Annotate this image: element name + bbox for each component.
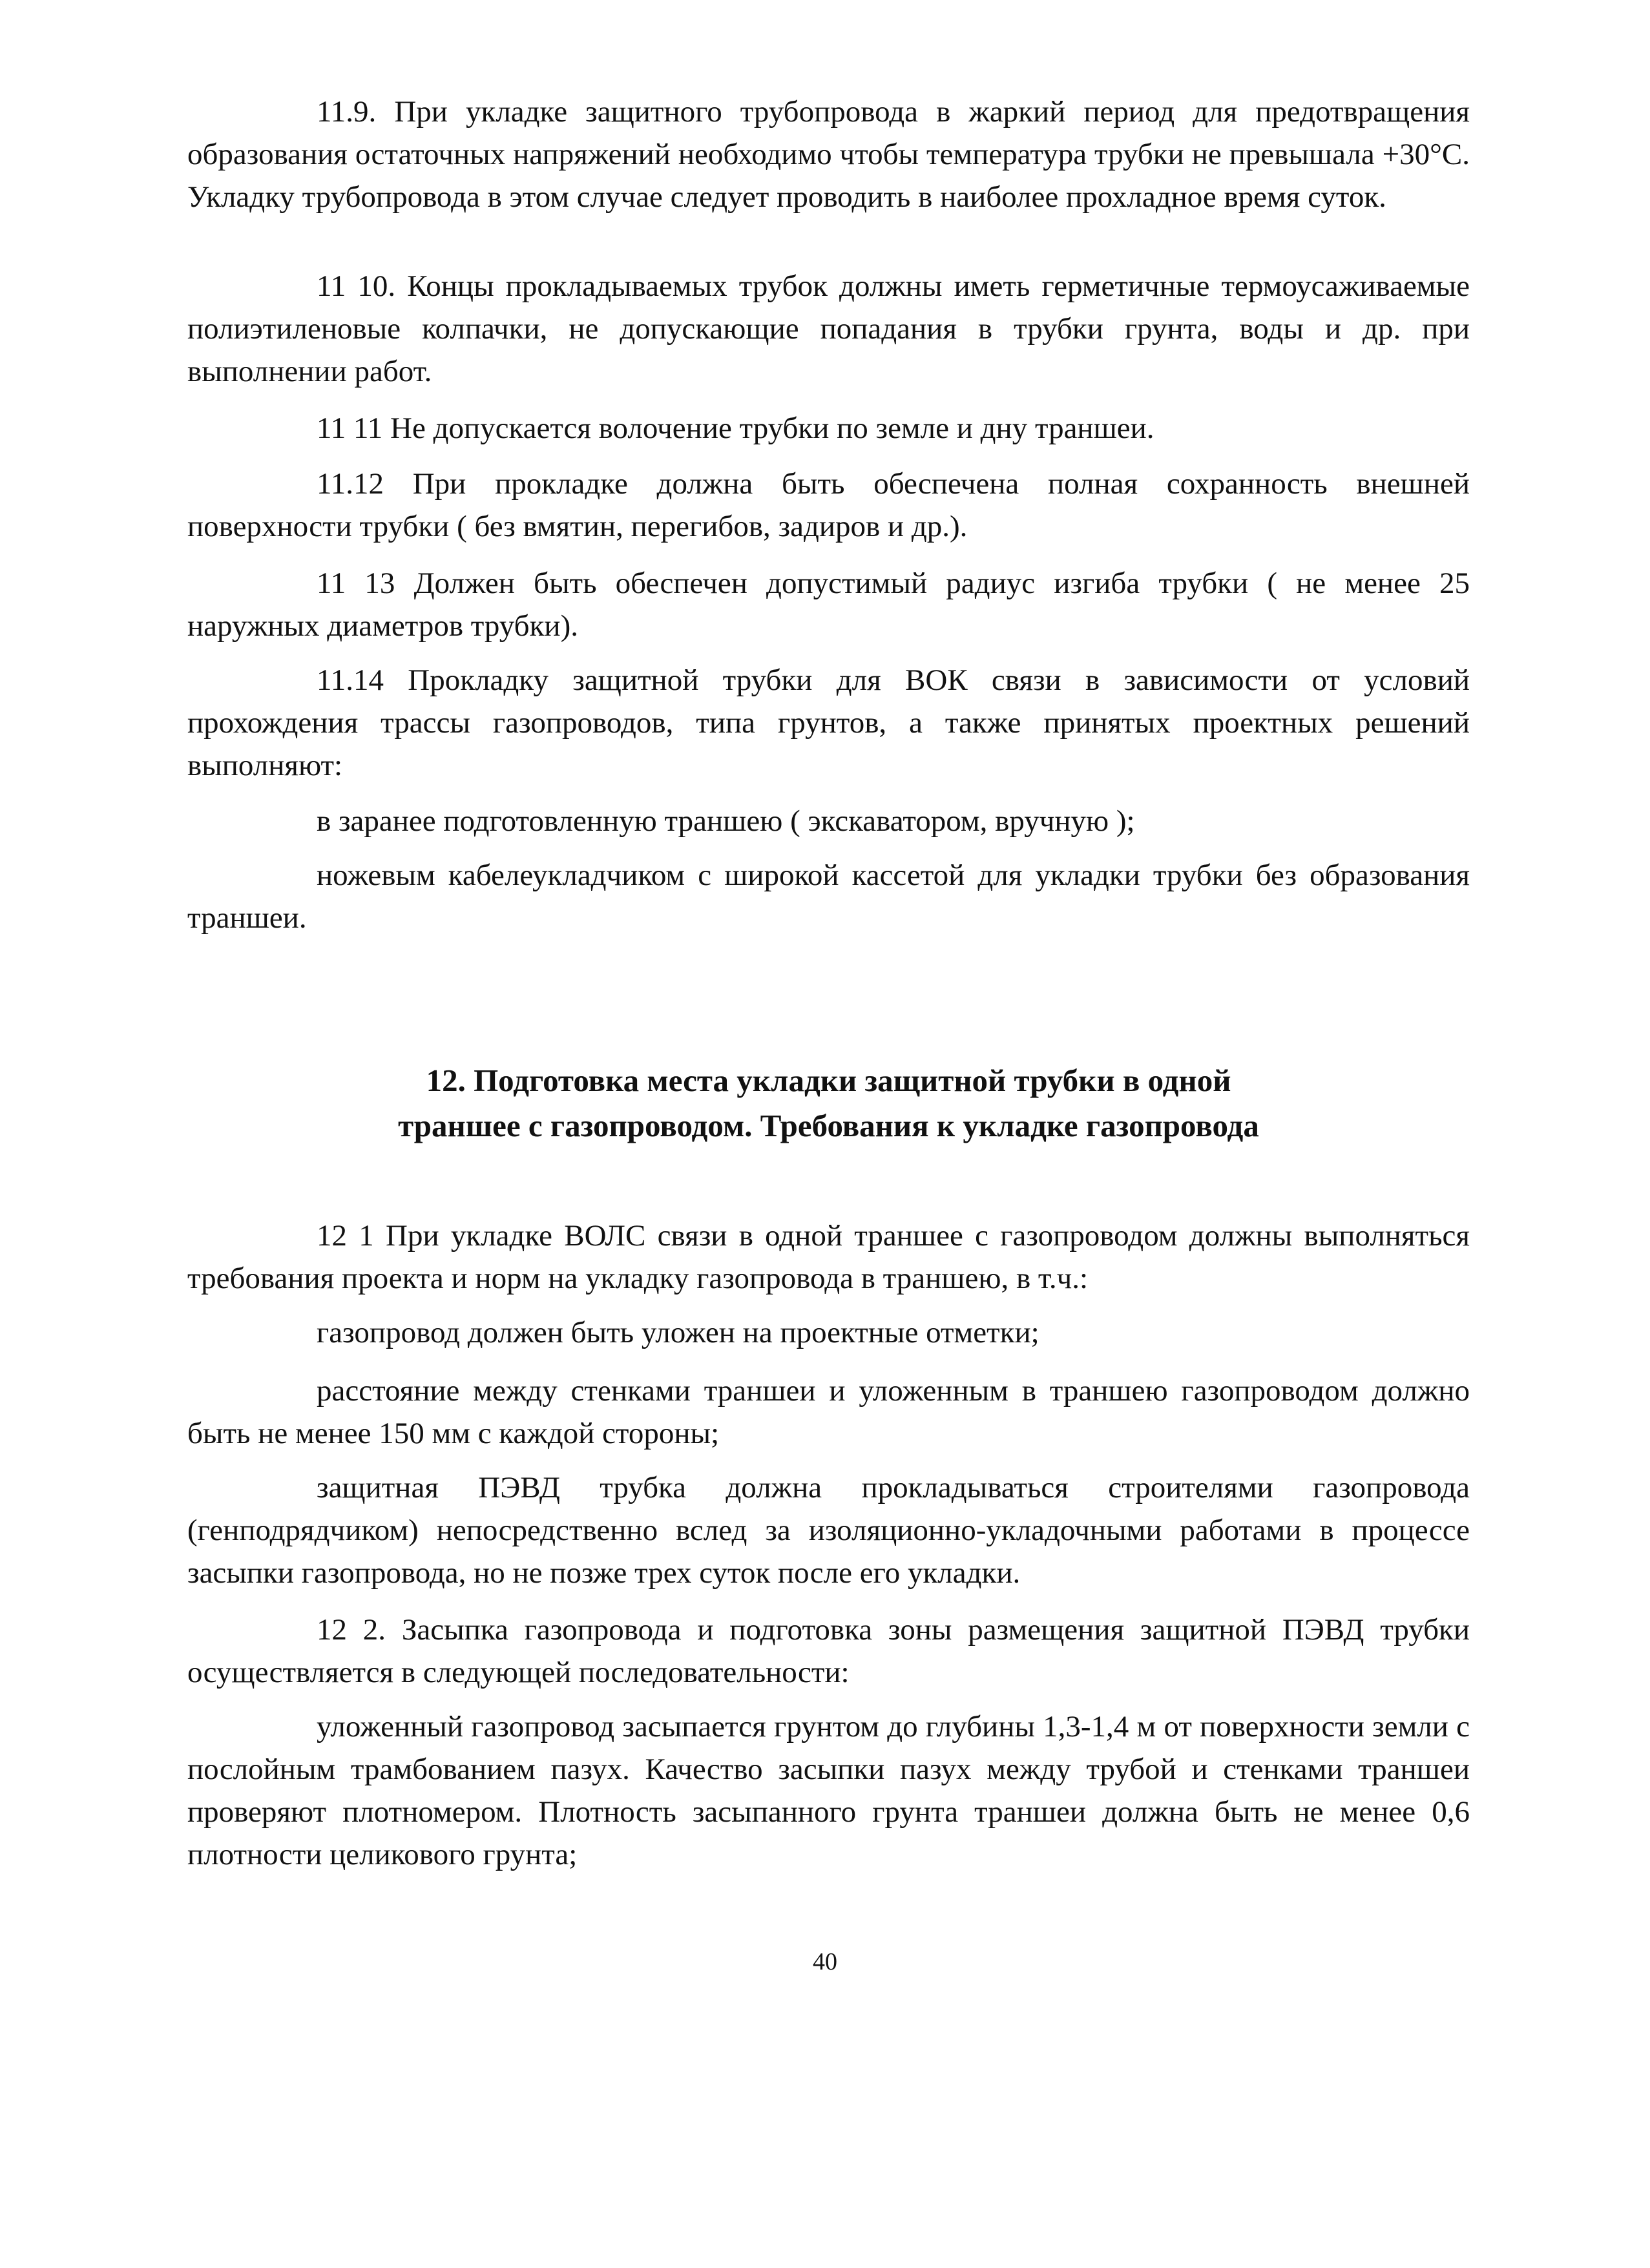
page-number: 40 <box>813 1948 837 1975</box>
paragraph-12-1: 12 1 При укладке ВОЛС связи в одной траншее с газопроводом должны выполняться требования проекта и норм на укладку газопровода в траншею, в т.ч.: <box>187 1219 1470 1295</box>
paragraph-11-13: 11 13 Должен быть обеспечен допустимый радиус изгиба трубки ( не менее 25 наружных диаметров трубки). <box>187 567 1470 643</box>
paragraph-11-9: 11.9. При укладке защитного трубопровода в жаркий период для предотвращения образования остаточных напряжений необходимо чтобы температура трубки не превышала +30°С. Укладку трубопровода в этом случае следует проводить в наиболее прохладное время суток. <box>187 95 1470 214</box>
list-item-design-marks: газопровод должен быть уложен на проектные отметки; <box>317 1316 1039 1349</box>
list-item-2-block <box>187 1369 1470 1455</box>
paragraph-11-12: 11.12 При прокладке должна быть обеспечена полная сохранность внешней поверхности трубки ( без вмятин, перегибов, задиров и др.). <box>187 467 1470 543</box>
list-item-pe-tube: защитная ПЭВД трубка должна прокладываться строителями газопровода (генподрядчиком) непосредственно вслед за изоляционно-укладочными работами в процессе засыпки газопровода, но не позже трех суток после его укладки. <box>187 1471 1470 1590</box>
paragraph-12-2-block <box>187 1608 1470 1694</box>
section-11-body <box>187 90 1470 218</box>
list-item-a-block <box>187 800 1470 842</box>
list-item-4-block <box>187 1705 1470 1876</box>
list-item-backfill: уложенный газопровод засыпается грунтом до глубины 1,3-1,4 м от поверхности земли с послойным трамбованием пазух. Качество засыпки пазух между трубой и стенками траншеи проверяют плотномером. Плотность засыпанного грунта траншеи должна быть не менее 0,6 плотности целикового грунта; <box>187 1710 1470 1871</box>
paragraph-12-2: 12 2. Засыпка газопровода и подготовка зоны размещения защитной ПЭВД трубки осуществляется в следующей последовательности: <box>187 1613 1470 1689</box>
paragraph-11-13-block <box>187 562 1470 647</box>
paragraph-11-12-block <box>187 463 1470 548</box>
list-item-b-block <box>187 854 1470 939</box>
list-item-1-block <box>187 1311 1470 1354</box>
list-item-3-block <box>187 1466 1470 1594</box>
section-12-heading-line-1: 12. Подготовка места укладки защитной трубки в одной <box>426 1063 1231 1098</box>
paragraph-11-14: 11.14 Прокладку защитной трубки для ВОК связи в зависимости от условий прохождения трассы газопроводов, типа грунтов, а также принятых проектных решений выполняют: <box>187 663 1470 782</box>
paragraph-11-11-block <box>187 407 1470 450</box>
paragraph-11-10-block <box>187 265 1470 393</box>
list-item-distance: расстояние между стенками траншеи и уложенным в траншею газопроводом должно быть не менее 150 мм с каждой стороны; <box>187 1374 1470 1450</box>
paragraph-11-11: 11 11 Не допускается волочение трубки по земле и дну траншеи. <box>317 411 1154 445</box>
paragraph-12-1-block <box>187 1214 1470 1300</box>
section-12-heading-line-2: траншее с газопроводом. Требования к укладке газопровода <box>398 1108 1259 1143</box>
paragraph-11-14-block <box>187 659 1470 787</box>
list-item-trench: в заранее подготовленную траншею ( экскаватором, вручную ); <box>317 804 1135 838</box>
paragraph-11-10: 11 10. Концы прокладываемых трубок должны иметь герметичные термоусаживаемые полиэтиленовые колпачки, не допускающие попадания в трубки грунта, воды и др. при выполнении работ. <box>187 269 1470 388</box>
list-item-cable-plough: ножевым кабелеукладчиком с широкой кассетой для укладки трубки без образования траншеи. <box>187 858 1470 935</box>
